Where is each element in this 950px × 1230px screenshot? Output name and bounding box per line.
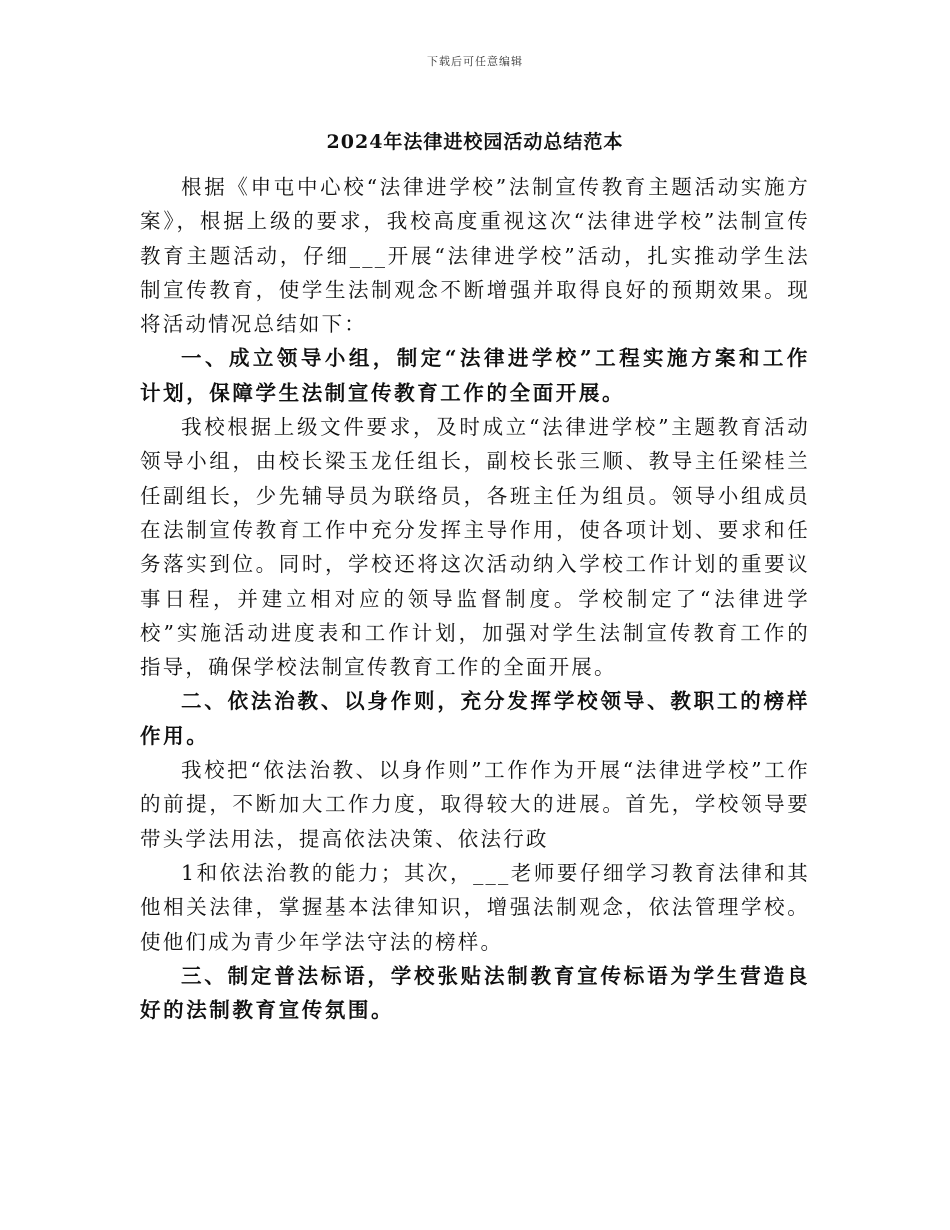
section-heading-1: 一、成立领导小组，制定“法律进学校”工程实施方案和工作计划，保障学生法制宣传教育工作的全面开展。	[140, 346, 810, 405]
section-1-paragraph: 我校根据上级文件要求，及时成立“法律进学校”主题教育活动领导小组，由校长梁玉龙任组长，副校长张三顺、教导主任梁桂兰任副组长，少先辅导员为联络员，各班主任为组员。领导小组成员在法制宣传教育工作中充分发挥主导作用，使各项计划、要求和任务落实到位。同时，学校还将这次活动纳入学校工作计划的重要议事日程，并建立相对应的领导监督制度。学校制定了“法律进学校”实施活动进度表和工作计划，加强对学生法制宣传教育工作的指导，确保学校法制宣传教育工作的全面开展。	[140, 415, 810, 680]
section-2-paragraph-continued: 1和依法治教的能力；其次，___老师要仔细学习教育法律和其他相关法律，掌握基本法律知识，增强法制观念，依法管理学校。使他们成为青少年学法守法的榜样。	[140, 860, 810, 954]
document-title: 2024年法律进校园活动总结范本	[326, 131, 624, 153]
section-2-paragraph: 我校把“依法治教、以身作则”工作作为开展“法律进学校”工作的前提，不断加大工作力度，取得较大的进展。首先，学校领导要带头学法用法，提高依法决策、依法行政	[140, 758, 810, 851]
document-body	[140, 170, 810, 1027]
download-note: 下载后可任意编辑	[427, 55, 523, 68]
section-heading-2: 二、依法治教、以身作则，充分发挥学校领导、教职工的榜样作用。	[140, 689, 810, 748]
intro-paragraph: 根据《申屯中心校“法律进学校”法制宣传教育主题活动实施方案》，根据上级的要求，我校高度重视这次“法律进学校”法制宣传教育主题活动，仔细___开展“法律进学校”活动，扎实推动学生法制宣传教育，使学生法制观念不断增强并取得良好的预期效果。现将活动情况总结如下：	[140, 175, 810, 337]
section-heading-3: 三、制定普法标语，学校张贴法制教育宣传标语为学生营造良好的法制教育宣传氛围。	[140, 963, 810, 1023]
